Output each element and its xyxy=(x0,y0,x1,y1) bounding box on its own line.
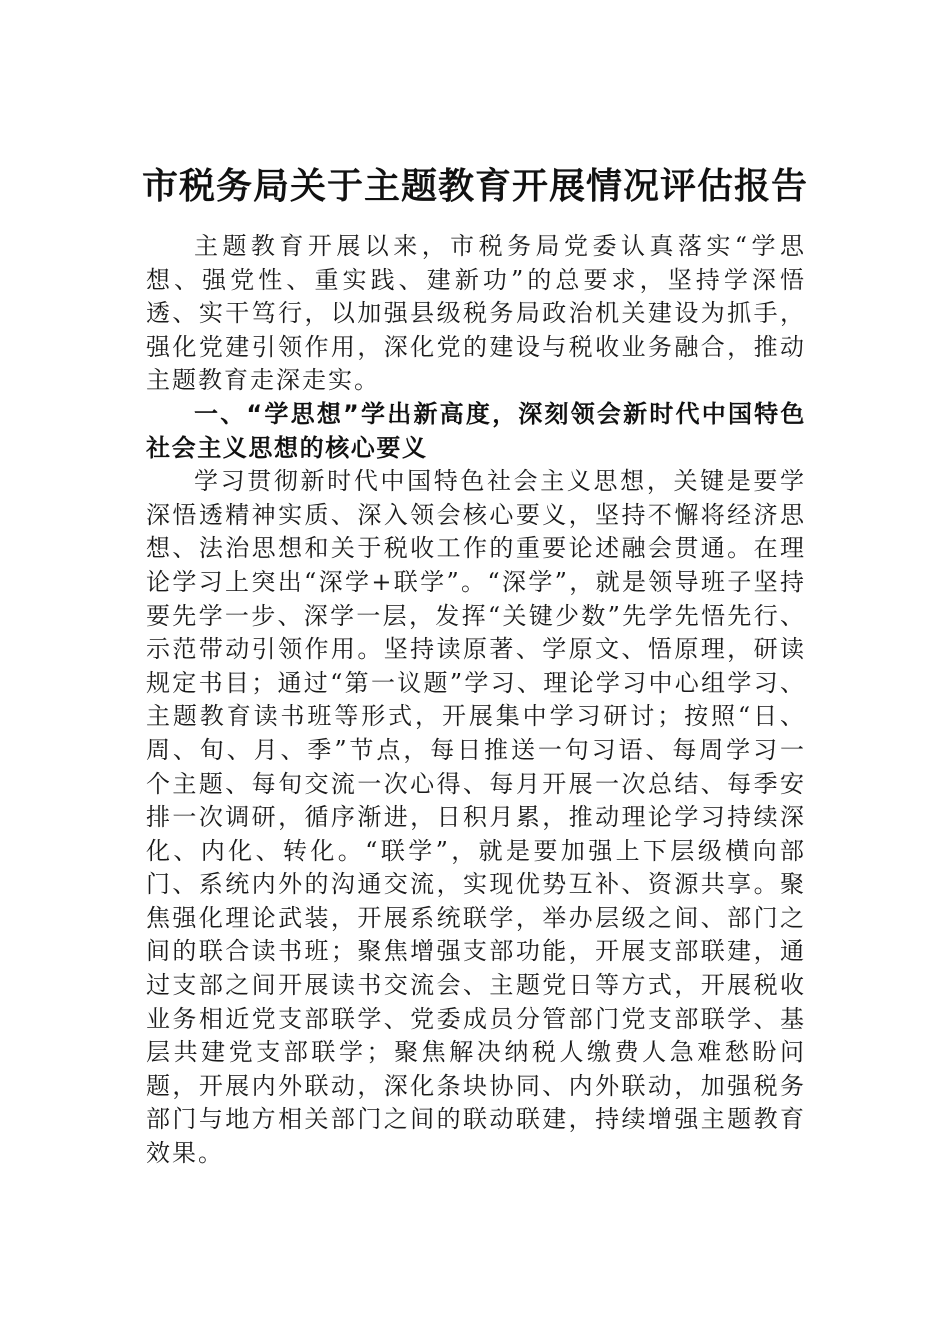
body-paragraph: 学习贯彻新时代中国特色社会主义思想，关键是要学深悟透精神实质、深入领会核心要义，坚持不懈将经济思想、法治思想和关于税收工作的重要论述融会贯通。在理论学习上突出“深学+联学”。“深学”，就是领导班子坚持要先学一步、深学一层，发挥“关键少数”先学先悟先行、示范带动引领作用。坚持读原著、学原文、悟原理，研读规定书目；通过“第一议题”学习、理论学习中心组学习、主题教育读书班等形式，开展集中学习研讨；按照“日、周、旬、月、季”节点，每日推送一句习语、每周学习一个主题、每旬交流一次心得、每月开展一次总结、每季安排一次调研，循序渐进，日积月累，推动理论学习持续深化、内化、转化。“联学”，就是要加强上下层级横向部门、系统内外的沟通交流，实现优势互补、资源共享。聚焦强化理论武装，开展系统联学，举办层级之间、部门之间的联合读书班；聚焦增强支部功能，开展支部联建，通过支部之间开展读书交流会、主题党日等方式，开展税收业务相近党支部联学、党委成员分管部门党支部联学、基层共建党支部联学；聚焦解决纳税人缴费人急难愁盼问题，开展内外联动，深化条块协同、内外联动，加强税务部门与地方相关部门之间的联动联建，持续增强主题教育效果。 xyxy=(146,467,806,1168)
intro-paragraph: 主题教育开展以来，市税务局党委认真落实“学思想、强党性、重实践、建新功”的总要求，坚持学深悟透、实干笃行，以加强县级税务局政治机关建设为抓手，强化党建引领作用，深化党的建设与税收业务融合，推动主题教育走深走实。 xyxy=(146,232,806,395)
section-heading: 一、“学思想”学出新高度，深刻领会新时代中国特色社会主义思想的核心要义 xyxy=(146,399,806,462)
document-title: 市税务局关于主题教育开展情况评估报告 xyxy=(141,165,808,207)
document-body xyxy=(146,230,806,1171)
